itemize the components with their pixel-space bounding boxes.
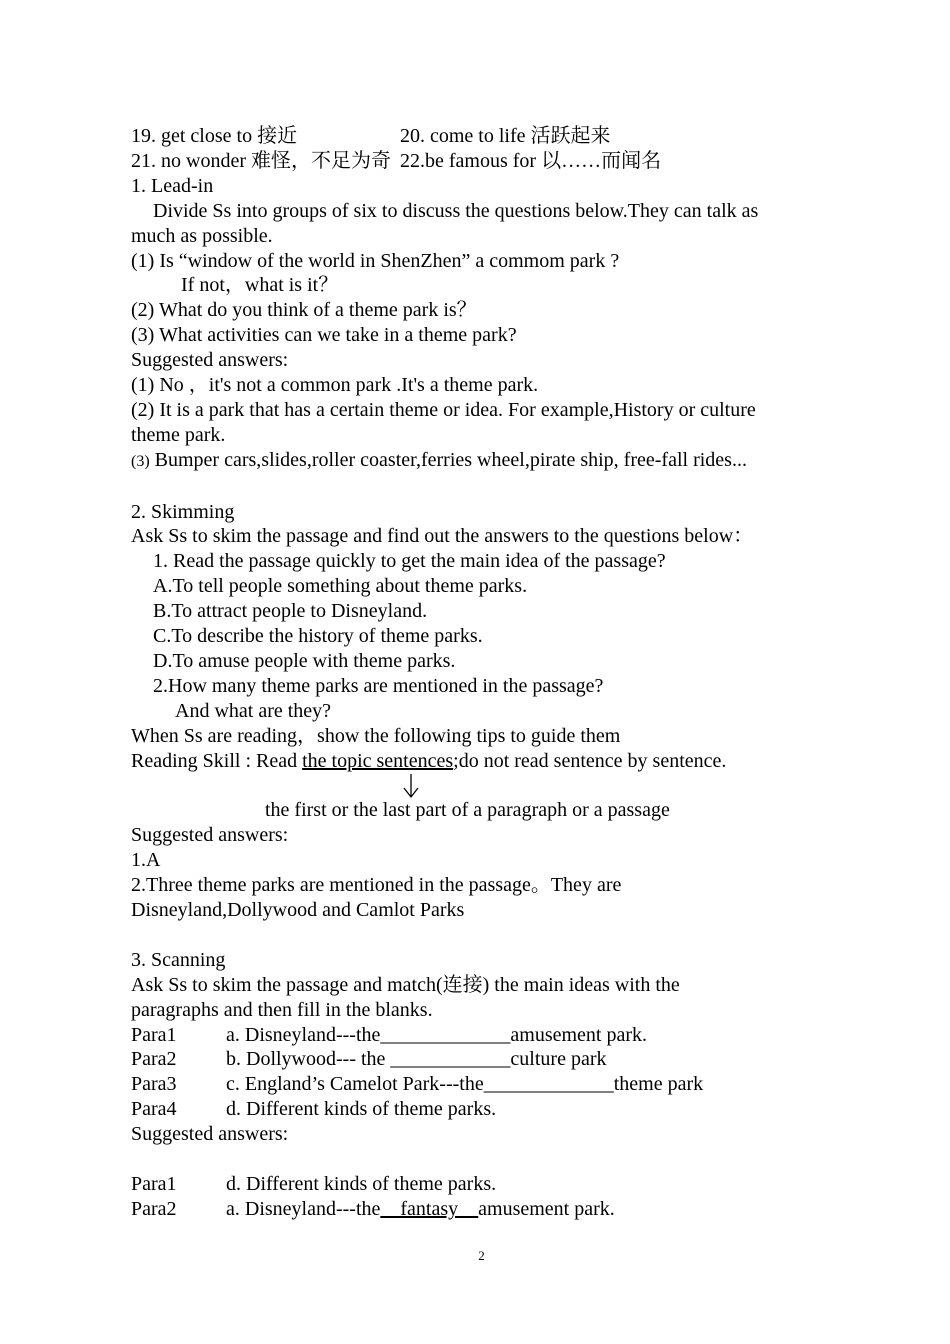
skimming-question-1: 1. Read the passage quickly to get the main idea of the passage? <box>153 550 666 573</box>
match-row <box>131 1023 831 1048</box>
section-heading-lead-in: 1. Lead-in <box>131 174 214 197</box>
skimming-option-d: D.To amuse people with theme parks. <box>153 650 456 673</box>
para-label: Para1 <box>131 1023 177 1046</box>
lead-in-answer-1: (1) No ，it's not a common park .It's a theme park. <box>131 374 539 397</box>
answer-3-number: (3) <box>131 452 150 470</box>
arrow-row <box>131 774 831 799</box>
vocab-item-21: 21. no wonder 难怪，不足为奇 <box>131 149 391 172</box>
topic-sentences-underlined: the topic sentences <box>302 749 454 772</box>
lead-in-question-2: (2) What do you think of a theme park is？ <box>131 299 477 322</box>
reading-skill-prefix: Reading Skill : Read <box>131 749 303 772</box>
para-label: Para3 <box>131 1073 177 1096</box>
lead-in-question-3: (3) What activities can we take in a theme park? <box>131 324 517 347</box>
para-label: Para4 <box>131 1098 177 1121</box>
spacer <box>131 475 831 500</box>
answer-row <box>131 1197 831 1222</box>
match-row <box>131 1047 831 1072</box>
skimming-intro: Ask Ss to skim the passage and find out the answers to the questions below： <box>131 525 754 548</box>
spacer <box>131 1147 831 1172</box>
match-row <box>131 1097 831 1122</box>
skimming-answers-label: Suggested answers: <box>131 824 289 847</box>
main-idea-text: c. England’s Camelot Park---the_____________theme park <box>226 1073 704 1096</box>
main-idea-text: d. Different kinds of theme parks. <box>226 1098 497 1121</box>
main-idea-text: a. Disneyland---the_____________amusement park. <box>226 1023 648 1046</box>
lead-in-question-1: (1) Is “window of the world in ShenZhen” a commom park ? <box>131 249 620 272</box>
answer-fantasy-underlined: __fantasy__ <box>380 1197 479 1220</box>
skimming-question-2b: And what are they? <box>175 699 332 722</box>
answer-text-suffix: amusement park. <box>478 1197 615 1220</box>
skimming-option-b: B.To attract people to Disneyland. <box>153 600 428 623</box>
skimming-option-c: C.To describe the history of theme parks. <box>153 625 483 648</box>
para-label: Para2 <box>131 1197 177 1220</box>
para-label: Para1 <box>131 1173 177 1195</box>
section-heading-skimming: 2. Skimming <box>131 500 235 523</box>
para-label: Para2 <box>131 1048 177 1071</box>
spacer <box>131 923 831 948</box>
vocab-item-22: 22.be famous for 以……而闻名 <box>400 149 662 172</box>
vocab-row-1 <box>131 124 831 149</box>
vocab-row-2 <box>131 149 831 174</box>
reading-skill-suffix: ;do not read sentence by sentence. <box>453 749 727 772</box>
lead-in-question-1b: If not，what is it？ <box>181 274 339 297</box>
answer-text-prefix: a. Disneyland---the <box>226 1197 381 1220</box>
skimming-option-a: A.To tell people something about theme parks. <box>153 575 528 598</box>
reading-skill-note: the first or the last part of a paragraph or a passage <box>265 799 670 822</box>
lead-in-answer-3 <box>131 448 831 475</box>
scanning-answers-label: Suggested answers: <box>131 1123 289 1146</box>
lead-in-answer-2-line1: (2) It is a park that has a certain theme or idea. For example,History or culture <box>131 398 756 421</box>
reading-tips: When Ss are reading，show the following tips to guide them <box>131 724 621 747</box>
section-heading-scanning: 3. Scanning <box>131 948 226 971</box>
lead-in-intro-line2: much as possible. <box>131 224 273 247</box>
answer-row <box>131 1172 831 1197</box>
lead-in-answer-2-line2: theme park. <box>131 423 226 446</box>
match-row <box>131 1072 831 1097</box>
down-arrow-icon <box>401 774 421 800</box>
vocab-item-19: 19. get close to 接近 <box>131 125 298 147</box>
skimming-answer-1: 1.A <box>131 849 161 872</box>
skimming-question-2: 2.How many theme parks are mentioned in the passage? <box>153 674 604 697</box>
reading-skill <box>131 749 831 774</box>
lead-in-intro-line1: Divide Ss into groups of six to discuss the questions below.They can talk as <box>153 199 759 222</box>
skimming-answer-2-line1: 2.Three theme parks are mentioned in the passage。They are <box>131 874 622 897</box>
main-idea-text: b. Dollywood--- the ____________culture park <box>226 1048 607 1071</box>
answer-text: d. Different kinds of theme parks. <box>226 1173 497 1195</box>
scanning-intro-line1: Ask Ss to skim the passage and match(连接) the main ideas with the <box>131 973 680 996</box>
page-content <box>131 124 831 1222</box>
skimming-answer-2-line2: Disneyland,Dollywood and Camlot Parks <box>131 899 465 922</box>
vocab-item-20: 20. come to life 活跃起来 <box>400 125 611 147</box>
lead-in-answers-label: Suggested answers: <box>131 349 289 372</box>
scanning-intro-line2: paragraphs and then fill in the blanks. <box>131 998 433 1021</box>
page-number: 2 <box>478 1248 485 1263</box>
answer-3-text: Bumper cars,slides,roller coaster,ferries wheel,pirate ship, free-fall rides... <box>149 448 747 471</box>
